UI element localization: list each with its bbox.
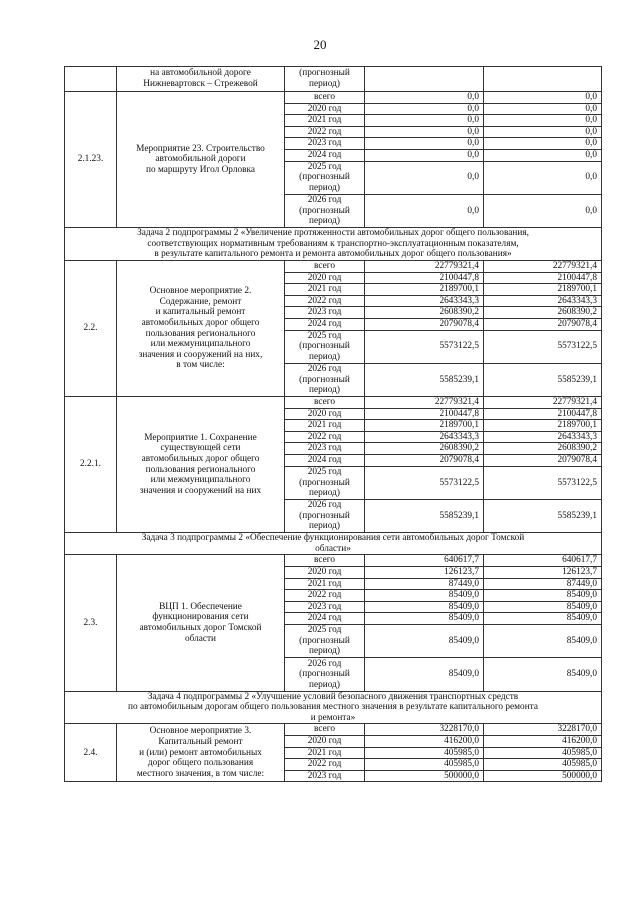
- period-cell: [285, 613, 365, 625]
- value-cell: 2189700,1: [484, 284, 602, 296]
- program-table: [64, 66, 602, 782]
- value-cell: 0,0: [365, 103, 484, 115]
- period-line: всего: [314, 724, 335, 735]
- period-cell: [285, 658, 365, 691]
- value-cell: 85409,0: [484, 601, 602, 613]
- value-cell: 22779321,4: [484, 260, 602, 272]
- value-cell: 3228170,0: [365, 724, 484, 736]
- task-cell: [65, 691, 602, 724]
- value-cell: 2079078,4: [484, 455, 602, 467]
- name-line: Мероприятие 1. Сохранение: [144, 432, 257, 443]
- value-cell: 405985,0: [484, 759, 602, 771]
- item-number: 2.4.: [65, 724, 117, 782]
- value-cell: 5585239,1: [365, 499, 484, 532]
- name-line: Нижневартовск – Стрежевой: [143, 79, 258, 89]
- period-line: 2023 год: [307, 138, 342, 149]
- name-line: ВЦП 1. Обеспечение: [159, 601, 242, 612]
- task-line: и ремонта»: [310, 712, 356, 723]
- period-cell: [285, 272, 365, 284]
- name-line: автомобильных дорог Томской: [139, 623, 262, 634]
- period-line: период): [309, 385, 340, 396]
- name-line: по маршруту Игол Орловка: [146, 164, 255, 175]
- period-line: всего: [314, 92, 335, 102]
- value-cell: [365, 67, 484, 92]
- value-cell: 2608390,2: [365, 443, 484, 455]
- period-line: период): [309, 488, 340, 499]
- period-line: 2026 год: [307, 658, 342, 669]
- item-name: [117, 397, 285, 533]
- value-cell: 2608390,2: [484, 443, 602, 455]
- task-row: [65, 228, 602, 261]
- period-line: (прогнозный: [299, 341, 350, 352]
- period-cell: [285, 260, 365, 272]
- name-line: и (или) ремонт автомобильных: [139, 747, 262, 758]
- value-cell: 0,0: [365, 126, 484, 138]
- table-row: [65, 260, 602, 272]
- value-cell: 2079078,4: [484, 318, 602, 330]
- value-cell: 2079078,4: [365, 318, 484, 330]
- value-cell: 0,0: [484, 115, 602, 127]
- period-line: (прогнозный: [299, 68, 350, 79]
- value-cell: 2189700,1: [484, 420, 602, 432]
- period-line: всего: [314, 260, 335, 271]
- item-name: [117, 724, 285, 782]
- period-line: 2021 год: [307, 284, 342, 295]
- period-cell: [285, 567, 365, 579]
- value-cell: 2100447,8: [365, 272, 484, 284]
- value-cell: 0,0: [365, 194, 484, 227]
- period-line: 2020 год: [307, 408, 342, 419]
- value-cell: 2079078,4: [365, 455, 484, 467]
- name-line: или межмуниципального: [150, 475, 251, 486]
- period-line: (прогнозный: [299, 669, 350, 680]
- table-row: [65, 397, 602, 409]
- name-line: на автомобильной дороге: [150, 68, 251, 79]
- name-line: существующей сети: [160, 443, 241, 454]
- period-line: 2024 год: [307, 455, 342, 466]
- period-line: 2026 год: [307, 195, 342, 206]
- value-cell: 5573122,5: [365, 330, 484, 363]
- value-cell: 0,0: [484, 161, 602, 194]
- period-cell: [285, 284, 365, 296]
- name-line: Основное мероприятие 2.: [149, 286, 252, 297]
- period-line: 2021 год: [307, 420, 342, 431]
- task-row: [65, 691, 602, 724]
- period-line: 2021 год: [307, 578, 342, 589]
- name-line: в том числе:: [176, 360, 225, 371]
- table-row: [65, 92, 602, 104]
- period-cell: [285, 578, 365, 590]
- period-line: 2025 год: [307, 466, 342, 477]
- task-line: в результате капитального ремонта и ремонта автомобильных дорог общего пользования»: [154, 249, 512, 260]
- value-cell: 2608390,2: [484, 307, 602, 319]
- value-cell: 126123,7: [484, 567, 602, 579]
- task-line: Задача 2 подпрограммы 2 «Увеличение протяженности автомобильных дорог общего пользования,: [137, 228, 529, 239]
- period-cell: [285, 724, 365, 736]
- name-line: Капитальный ремонт: [158, 736, 243, 747]
- period-line: (прогнозный: [299, 205, 350, 216]
- value-cell: 500000,0: [365, 770, 484, 782]
- period-cell: [285, 194, 365, 227]
- value-cell: 85409,0: [484, 625, 602, 658]
- period-line: 2020 год: [307, 735, 342, 746]
- period-line: (прогнозный: [299, 374, 350, 385]
- name-line: или межмуниципального: [150, 339, 251, 350]
- period-cell: [285, 330, 365, 363]
- task-cell: [65, 228, 602, 261]
- task-line: соответствующих нормативным требованиям к транспортно-эксплуатационным показателям,: [147, 238, 519, 249]
- num-cell: [65, 67, 117, 92]
- period-line: период): [309, 351, 340, 362]
- value-cell: 405985,0: [365, 747, 484, 759]
- period-cell: [285, 590, 365, 602]
- period-line: (прогнозный: [299, 635, 350, 646]
- period-cell: [285, 747, 365, 759]
- task-line: Задача 4 подпрограммы 2 «Улучшение условий безопасного движения транспортных средств: [147, 691, 519, 702]
- value-cell: 2100447,8: [484, 272, 602, 284]
- item-number: 2.1.23.: [65, 92, 117, 228]
- value-cell: 22779321,4: [365, 260, 484, 272]
- period-cell: [285, 770, 365, 782]
- item-name: [117, 92, 285, 228]
- period-line: 2025 год: [307, 625, 342, 636]
- period-line: период): [309, 216, 340, 227]
- name-line: значения и сооружений на них: [139, 485, 262, 496]
- period-cell: [285, 318, 365, 330]
- value-cell: 87449,0: [365, 578, 484, 590]
- value-cell: 85409,0: [484, 658, 602, 691]
- name-line: значения и сооружений на них,: [138, 349, 263, 360]
- period-line: 2026 год: [307, 364, 342, 375]
- value-cell: 640617,7: [365, 555, 484, 567]
- name-line: Основное мероприятие 3.: [149, 726, 252, 737]
- period-line: всего: [314, 397, 335, 408]
- period-line: 2020 год: [307, 103, 342, 114]
- task-row: [65, 533, 602, 555]
- period-line: 2020 год: [307, 272, 342, 283]
- value-cell: 87449,0: [484, 578, 602, 590]
- value-cell: 0,0: [484, 103, 602, 115]
- period-cell: [285, 735, 365, 747]
- value-cell: 3228170,0: [484, 724, 602, 736]
- value-cell: 2189700,1: [365, 284, 484, 296]
- value-cell: 85409,0: [484, 613, 602, 625]
- period-cell: [285, 307, 365, 319]
- value-cell: 2643343,3: [365, 295, 484, 307]
- value-cell: 0,0: [365, 138, 484, 150]
- value-cell: 405985,0: [484, 747, 602, 759]
- value-cell: 85409,0: [365, 625, 484, 658]
- period-line: период): [309, 646, 340, 657]
- value-cell: 5573122,5: [365, 466, 484, 499]
- period-line: период): [309, 679, 340, 690]
- item-name: [117, 555, 285, 691]
- value-cell: 5585239,1: [484, 499, 602, 532]
- period-line: всего: [314, 555, 335, 566]
- period-line: 2022 год: [307, 126, 342, 137]
- period-cell: [285, 397, 365, 409]
- value-cell: 0,0: [365, 115, 484, 127]
- period-cell: [285, 67, 365, 92]
- period-cell: [285, 601, 365, 613]
- value-cell: [484, 67, 602, 92]
- period-line: период): [309, 521, 340, 532]
- period-cell: [285, 126, 365, 138]
- period-cell: [285, 420, 365, 432]
- value-cell: 2100447,8: [484, 408, 602, 420]
- value-cell: 5585239,1: [484, 363, 602, 396]
- task-cell: [65, 533, 602, 555]
- period-cell: [285, 431, 365, 443]
- period-line: 2023 год: [307, 601, 342, 612]
- value-cell: 5573122,5: [484, 330, 602, 363]
- period-cell: [285, 149, 365, 161]
- value-cell: 2643343,3: [484, 295, 602, 307]
- value-cell: 2608390,2: [365, 307, 484, 319]
- name-cell: [117, 67, 285, 92]
- period-cell: [285, 759, 365, 771]
- value-cell: 0,0: [484, 194, 602, 227]
- value-cell: 5585239,1: [365, 363, 484, 396]
- table-row: [65, 555, 602, 567]
- name-line: Мероприятие 23. Строительство: [136, 143, 265, 154]
- period-cell: [285, 161, 365, 194]
- value-cell: 5573122,5: [484, 466, 602, 499]
- period-cell: [285, 363, 365, 396]
- task-line: Задача 3 подпрограммы 2 «Обеспечение функционирования сети автомобильных дорог Томской: [141, 533, 525, 544]
- name-line: и капитальный ремонт: [155, 307, 246, 318]
- value-cell: 85409,0: [365, 590, 484, 602]
- period-line: 2024 год: [307, 613, 342, 624]
- name-line: автомобильной дороги: [155, 154, 246, 165]
- value-cell: 85409,0: [365, 613, 484, 625]
- period-line: 2022 год: [307, 759, 342, 770]
- value-cell: 405985,0: [365, 759, 484, 771]
- value-cell: 22779321,4: [365, 397, 484, 409]
- item-name: [117, 260, 285, 396]
- table-row: [65, 67, 602, 92]
- period-line: 2024 год: [307, 318, 342, 329]
- table-body: [65, 67, 602, 782]
- value-cell: 85409,0: [365, 601, 484, 613]
- period-line: период): [309, 183, 340, 193]
- period-line: (прогнозный: [299, 477, 350, 488]
- period-line: 2022 год: [307, 431, 342, 442]
- period-line: период): [309, 79, 340, 89]
- value-cell: 2643343,3: [365, 431, 484, 443]
- period-line: 2024 год: [307, 149, 342, 160]
- value-cell: 640617,7: [484, 555, 602, 567]
- value-cell: 85409,0: [484, 590, 602, 602]
- period-line: 2023 год: [307, 770, 342, 781]
- table-row: [65, 724, 602, 736]
- period-cell: [285, 92, 365, 104]
- period-line: 2023 год: [307, 307, 342, 318]
- value-cell: 500000,0: [484, 770, 602, 782]
- item-number: 2.3.: [65, 555, 117, 691]
- value-cell: 2100447,8: [365, 408, 484, 420]
- value-cell: 416200,0: [484, 735, 602, 747]
- period-cell: [285, 455, 365, 467]
- value-cell: 2643343,3: [484, 431, 602, 443]
- value-cell: 0,0: [365, 92, 484, 104]
- period-line: 2021 год: [307, 115, 342, 126]
- value-cell: 0,0: [484, 126, 602, 138]
- name-line: области: [184, 633, 217, 644]
- period-line: (прогнозный: [299, 172, 350, 183]
- period-cell: [285, 625, 365, 658]
- value-cell: 22779321,4: [484, 397, 602, 409]
- name-line: функционирования сети: [152, 612, 249, 623]
- name-line: местного значения, в том числе:: [136, 768, 265, 779]
- value-cell: 0,0: [484, 92, 602, 104]
- period-cell: [285, 115, 365, 127]
- period-cell: [285, 555, 365, 567]
- name-line: пользования регионального: [145, 328, 256, 339]
- task-line: по автомобильным дорогам общего пользования местного значения в результате капитального ремонта: [128, 702, 538, 713]
- period-line: 2026 год: [307, 500, 342, 511]
- name-line: автомобильных дорог общего: [141, 454, 260, 465]
- period-cell: [285, 408, 365, 420]
- value-cell: 0,0: [365, 161, 484, 194]
- value-cell: 0,0: [484, 138, 602, 150]
- period-line: 2020 год: [307, 567, 342, 578]
- value-cell: 416200,0: [365, 735, 484, 747]
- name-line: пользования регионального: [145, 464, 256, 475]
- period-cell: [285, 499, 365, 532]
- period-cell: [285, 295, 365, 307]
- value-cell: 126123,7: [365, 567, 484, 579]
- value-cell: 2189700,1: [365, 420, 484, 432]
- value-cell: 0,0: [484, 149, 602, 161]
- page-number: 20: [313, 37, 327, 52]
- name-line: дорог общего пользования: [147, 758, 254, 769]
- period-line: 2025 год: [307, 161, 342, 172]
- period-line: (прогнозный: [299, 510, 350, 521]
- period-cell: [285, 103, 365, 115]
- period-line: 2023 год: [307, 443, 342, 454]
- name-line: автомобильных дорог общего: [141, 317, 260, 328]
- value-cell: 0,0: [365, 149, 484, 161]
- item-number: 2.2.1.: [65, 397, 117, 533]
- period-cell: [285, 466, 365, 499]
- period-line: 2022 год: [307, 295, 342, 306]
- period-line: 2025 год: [307, 330, 342, 341]
- period-cell: [285, 138, 365, 150]
- task-line: области»: [315, 543, 351, 554]
- value-cell: 85409,0: [365, 658, 484, 691]
- period-line: 2021 год: [307, 747, 342, 758]
- period-cell: [285, 443, 365, 455]
- item-number: 2.2.: [65, 260, 117, 396]
- name-line: Содержание, ремонт: [159, 296, 242, 307]
- period-line: 2022 год: [307, 590, 342, 601]
